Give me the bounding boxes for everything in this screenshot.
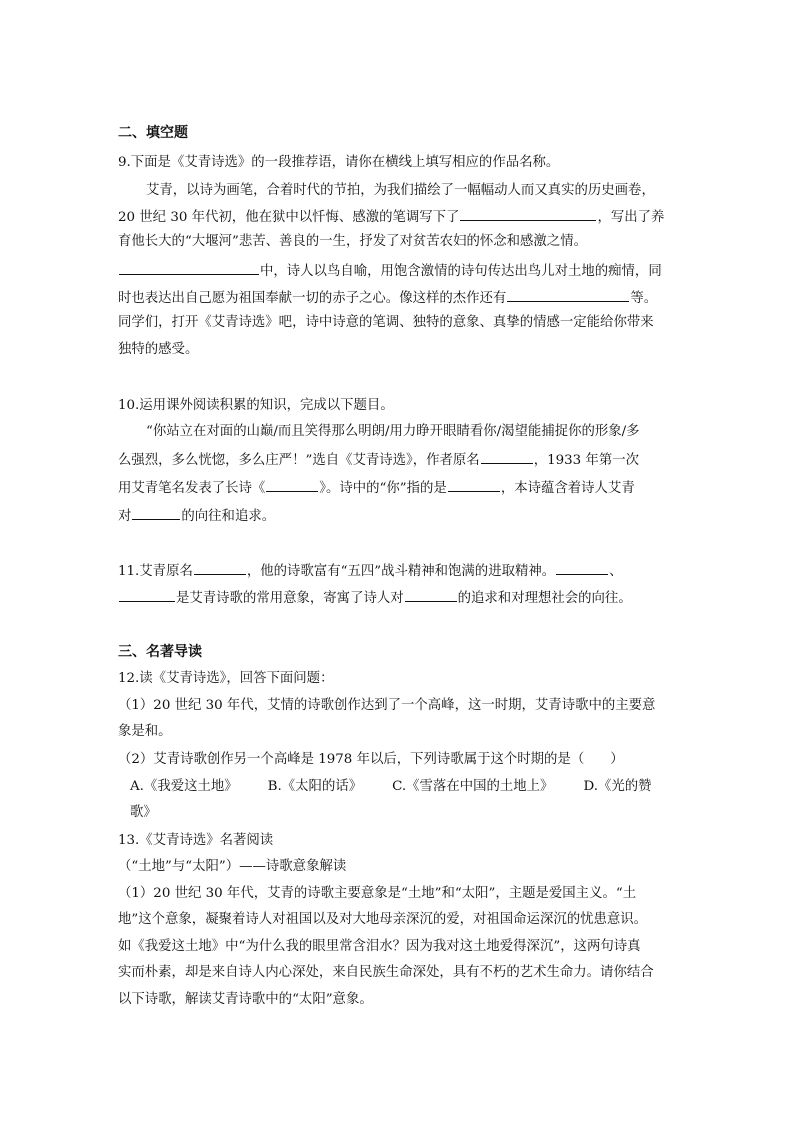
question-9-prompt: 9.下面是《艾青诗选》的一段推荐语，请你在横线上填写相应的作品名称。: [118, 155, 560, 170]
q11-text-line-1-end: 、: [609, 564, 623, 579]
q11-text-line-2-end: 的追求和对理想社会的向往。: [457, 591, 632, 606]
q9-text-line-5: [118, 287, 678, 309]
question-13-prompt: 13.《艾青诗选》名著阅读: [118, 833, 274, 848]
section-heading-reading-guide: 三、名著导读: [118, 644, 202, 660]
question-10-prompt: 10.运用课外阅读积累的知识，完成以下题目。: [118, 398, 394, 413]
q9-text-line-6: 同学们，打开《艾青诗选》吧，诗中诗意的笔调、独特的意象、真挚的情感一定能给你带来: [118, 315, 654, 330]
q10-text-line-2-start: 么强烈，多么恍惚，多么庄严！”选自《艾青诗选》，作者原名: [118, 453, 480, 468]
q12-part-2: [118, 750, 678, 770]
q9-text-line-1: 艾青，以诗为画笔，合着时代的节拍，为我们描绘了一幅幅动人而又真实的历史画卷，: [146, 183, 655, 198]
q10-text-line-4: [118, 505, 678, 527]
q13-text-line-1: （1）20 世纪 30 年代，艾青的诗歌主要意象是“土地”和“太阳”，主题是爱国主义。“土: [118, 886, 637, 901]
q9-text-line-4-end: 中，诗人以鸟自喻，用饱含激情的诗句传达出鸟儿对土地的痴情，同: [260, 264, 662, 279]
q11-text-line-1-start: 11.艾青原名: [118, 564, 193, 579]
answer-blank-q9-3[interactable]: [507, 287, 629, 302]
q13-text-line-2: 地”这个意象，凝聚着诗人对祖国以及对大地母亲深沉的爱，对祖国命运深沉的忧患意识。: [118, 912, 648, 927]
answer-blank-q11-3[interactable]: [119, 587, 175, 602]
q10-text-line-4-end: 的向往和追求。: [181, 509, 276, 524]
q9-text-line-2: [118, 206, 678, 228]
q10-text-line-1: “你站立在对面的山巅/而且笑得那么明朗/用力睁开眼睛看你/渴望能捕捉你的形象/多: [146, 424, 640, 439]
q12-part-1-line-1: （1）20 世纪 30 年代，艾情的诗歌创作达到了一个高峰，这一时期，艾青诗歌中的主要意: [118, 698, 656, 713]
q10-text-line-4-start: 对: [118, 509, 132, 524]
answer-blank-q9-2[interactable]: [119, 260, 259, 275]
option-b[interactable]: B.《太阳的话》: [267, 779, 363, 794]
answer-blank-q9-1[interactable]: [460, 206, 596, 221]
q10-text-line-3-start: 用艾青笔名发表了长诗《: [118, 481, 266, 496]
question-11-line-1: [118, 560, 678, 582]
option-d[interactable]: D.《光的赞: [583, 779, 652, 794]
q10-text-line-2: [118, 449, 678, 471]
q12-part-1-line-2: 象是和。: [118, 724, 172, 739]
q9-text-line-2-end: ，写出了养: [597, 210, 665, 225]
q11-text-line-2-mid: 是艾青诗歌的常用意象，寄寓了诗人对: [176, 591, 404, 606]
q9-text-line-5-end: 等。: [630, 291, 658, 306]
q10-text-line-3-mid: 》。诗中的“你”指的是: [319, 481, 447, 496]
option-a[interactable]: A.《我爱这土地》: [130, 779, 238, 794]
q9-text-line-5-start: 时也表达出自己愿为祖国奉献一切的赤子之心。像这样的杰作还有: [118, 291, 507, 306]
q13-text-line-3: 如《我爱这土地》中“为什么我的眼里常含泪水？因为我对这土地爱得深沉”，这两句诗真: [118, 939, 641, 954]
q9-text-line-2-start: 20 世纪 30 年代初，他在狱中以忏悔、感激的笔调写下了: [118, 210, 460, 225]
q13-subtitle: （“土地”与“太阳”）——诗歌意象解读: [118, 859, 347, 874]
q13-text-line-4: 实而朴素，却是来自诗人内心深处，来自民族生命深处，具有不朽的艺术生命力。请你结合: [118, 965, 654, 980]
q10-text-line-3: [118, 477, 678, 499]
q12-option-d-continued: 歌》: [130, 805, 157, 820]
q9-text-line-3: 育他长大的“大堰河”悲苦、善良的一生，抒发了对贫苦农妇的怀念和感激之情。: [118, 234, 587, 249]
q10-text-line-2-end: ，1933 年第一次: [533, 453, 639, 468]
answer-blank-q11-2[interactable]: [556, 560, 608, 575]
q13-text-line-5: 以下诗歌，解读艾青诗歌中的“太阳”意象。: [118, 992, 373, 1007]
answer-blank-q11-1[interactable]: [194, 560, 246, 575]
question-11-line-2: [118, 587, 678, 609]
q9-text-line-7: 独特的感受。: [118, 342, 199, 357]
answer-blank-q11-4[interactable]: [405, 587, 457, 602]
answer-blank-q10-1[interactable]: [481, 449, 533, 464]
q9-text-line-4: [118, 260, 678, 282]
option-c[interactable]: C.《雪落在中国的土地上》: [392, 779, 554, 794]
q12-part-2-close: ）: [610, 752, 624, 767]
q12-part-2-text: （2）艾青诗歌创作另一个高峰是 1978 年以后，下列诗歌属于这个时期的是（: [118, 752, 585, 767]
answer-blank-q10-3[interactable]: [448, 477, 500, 492]
q11-text-line-1-mid: ，他的诗歌富有“五四”战斗精神和饱满的进取精神。: [246, 564, 556, 579]
section-heading-fill-in: 二、填空题: [118, 125, 188, 141]
answer-blank-q10-2[interactable]: [266, 477, 318, 492]
answer-blank-q10-4[interactable]: [132, 505, 180, 520]
q12-options-row: [130, 777, 690, 797]
question-12-prompt: 12.读《艾青诗选》，回答下面问题：: [118, 671, 334, 686]
q10-text-line-3-end: ，本诗蕴含着诗人艾青: [500, 481, 635, 496]
